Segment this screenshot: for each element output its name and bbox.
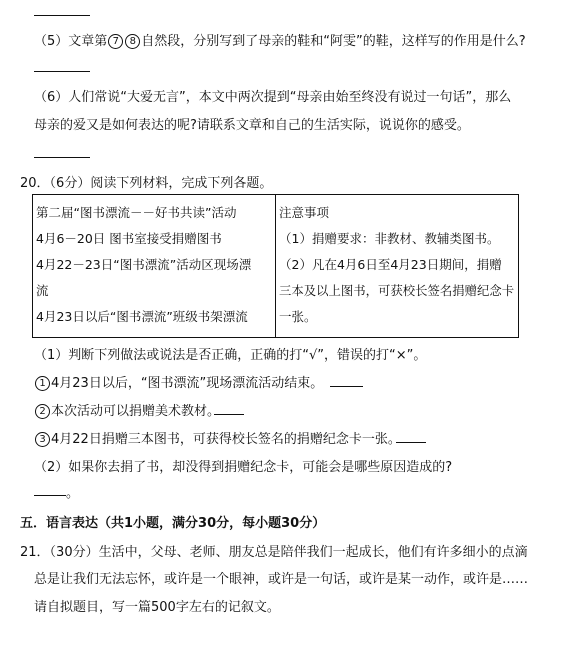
- table-text: 4月23日以后“图书漂流”班级书架漂流: [36, 309, 248, 324]
- period: 。: [66, 486, 80, 501]
- table-text: 一张。: [279, 309, 317, 324]
- table-text: 4月6－20日 图书室接受捐赠图书: [36, 231, 222, 246]
- judge-item-2: [34, 400, 220, 419]
- answer-blank[interactable]: [396, 442, 426, 443]
- judge-item-text: 本次活动可以捐赠美术教材。: [51, 404, 221, 419]
- question-20-header: 20．（6分）阅读下列材料，完成下列各题。: [20, 176, 273, 191]
- answer-blank[interactable]: [330, 386, 363, 387]
- table-text: 注意事项: [279, 205, 330, 220]
- answer-blank[interactable]: [34, 495, 66, 496]
- table-text: 4月22－23日“图书漂流”活动区现场漂: [36, 257, 252, 272]
- circled-number: 7: [108, 34, 123, 49]
- circled-number: 3: [35, 432, 50, 447]
- circled-number: 2: [35, 404, 50, 419]
- question-19-6-line2: 母亲的爱又是如何表达的呢?请联系文章和自己的生活实际，说说你的感受。: [34, 118, 470, 133]
- table-text: （1）捐赠要求：非教材、教辅类图书。: [279, 231, 500, 246]
- question-21-line1: 21．（30分）生活中，父母、老师、朋友总是陪伴我们一起成长，他们有许多细小的点滴: [20, 545, 528, 560]
- table-text: 第二届“图书漂流－－好书共读”活动: [36, 205, 237, 220]
- judge-item-text: 4月23日以后，“图书漂流”现场漂流活动结束。: [51, 376, 324, 391]
- table-text: 三本及以上图书，可获校长签名捐赠纪念卡: [279, 283, 515, 298]
- question-21-line3: 请自拟题目，写一篇500字左右的记叙文。: [34, 600, 280, 615]
- question-19-6-line1: （6）人们常说“大爱无言”，本文中两次提到“母亲由始至终没有说过一句话”，那么: [34, 90, 512, 105]
- table-text: （2）凡在4月6日至4月23日期间，捐赠: [279, 257, 502, 272]
- judge-item-1: [34, 372, 323, 391]
- section-title: 五．语言表达（共1小题，满分30分，每小题30分）: [20, 516, 326, 531]
- notes-cell: [276, 195, 519, 338]
- answer-blank[interactable]: [34, 71, 90, 72]
- circled-number: 8: [125, 34, 140, 49]
- answer-blank[interactable]: [34, 157, 90, 158]
- question-20-2: （2）如果你去捐了书，却没得到捐赠纪念卡，可能会是哪些原因造成的?: [34, 460, 453, 475]
- judge-item-3: [34, 428, 401, 447]
- circled-number: 1: [35, 376, 50, 391]
- judge-item-text: 4月22日捐赠三本图书，可获得校长签名的捐赠纪念卡一张。: [51, 432, 401, 447]
- table-text: 流: [36, 283, 49, 298]
- question-20-1: （1）判断下列做法或说法是否正确，正确的打“√”，错误的打“×”。: [34, 348, 427, 363]
- material-table: [32, 194, 519, 338]
- activity-schedule-cell: [33, 195, 276, 338]
- q19-5-prefix: （5）文章第: [34, 34, 108, 49]
- question-19-5: [34, 30, 526, 49]
- answer-blank[interactable]: [34, 15, 90, 16]
- answer-blank[interactable]: [214, 414, 244, 415]
- question-21-line2: 总是让我们无法忘怀，或许是一个眼神，或许是一句话，或许是某一动作，或许是……: [34, 572, 529, 587]
- q19-5-suffix: 自然段，分别写到了母亲的鞋和“阿雯”的鞋，这样写的作用是什么?: [141, 34, 526, 49]
